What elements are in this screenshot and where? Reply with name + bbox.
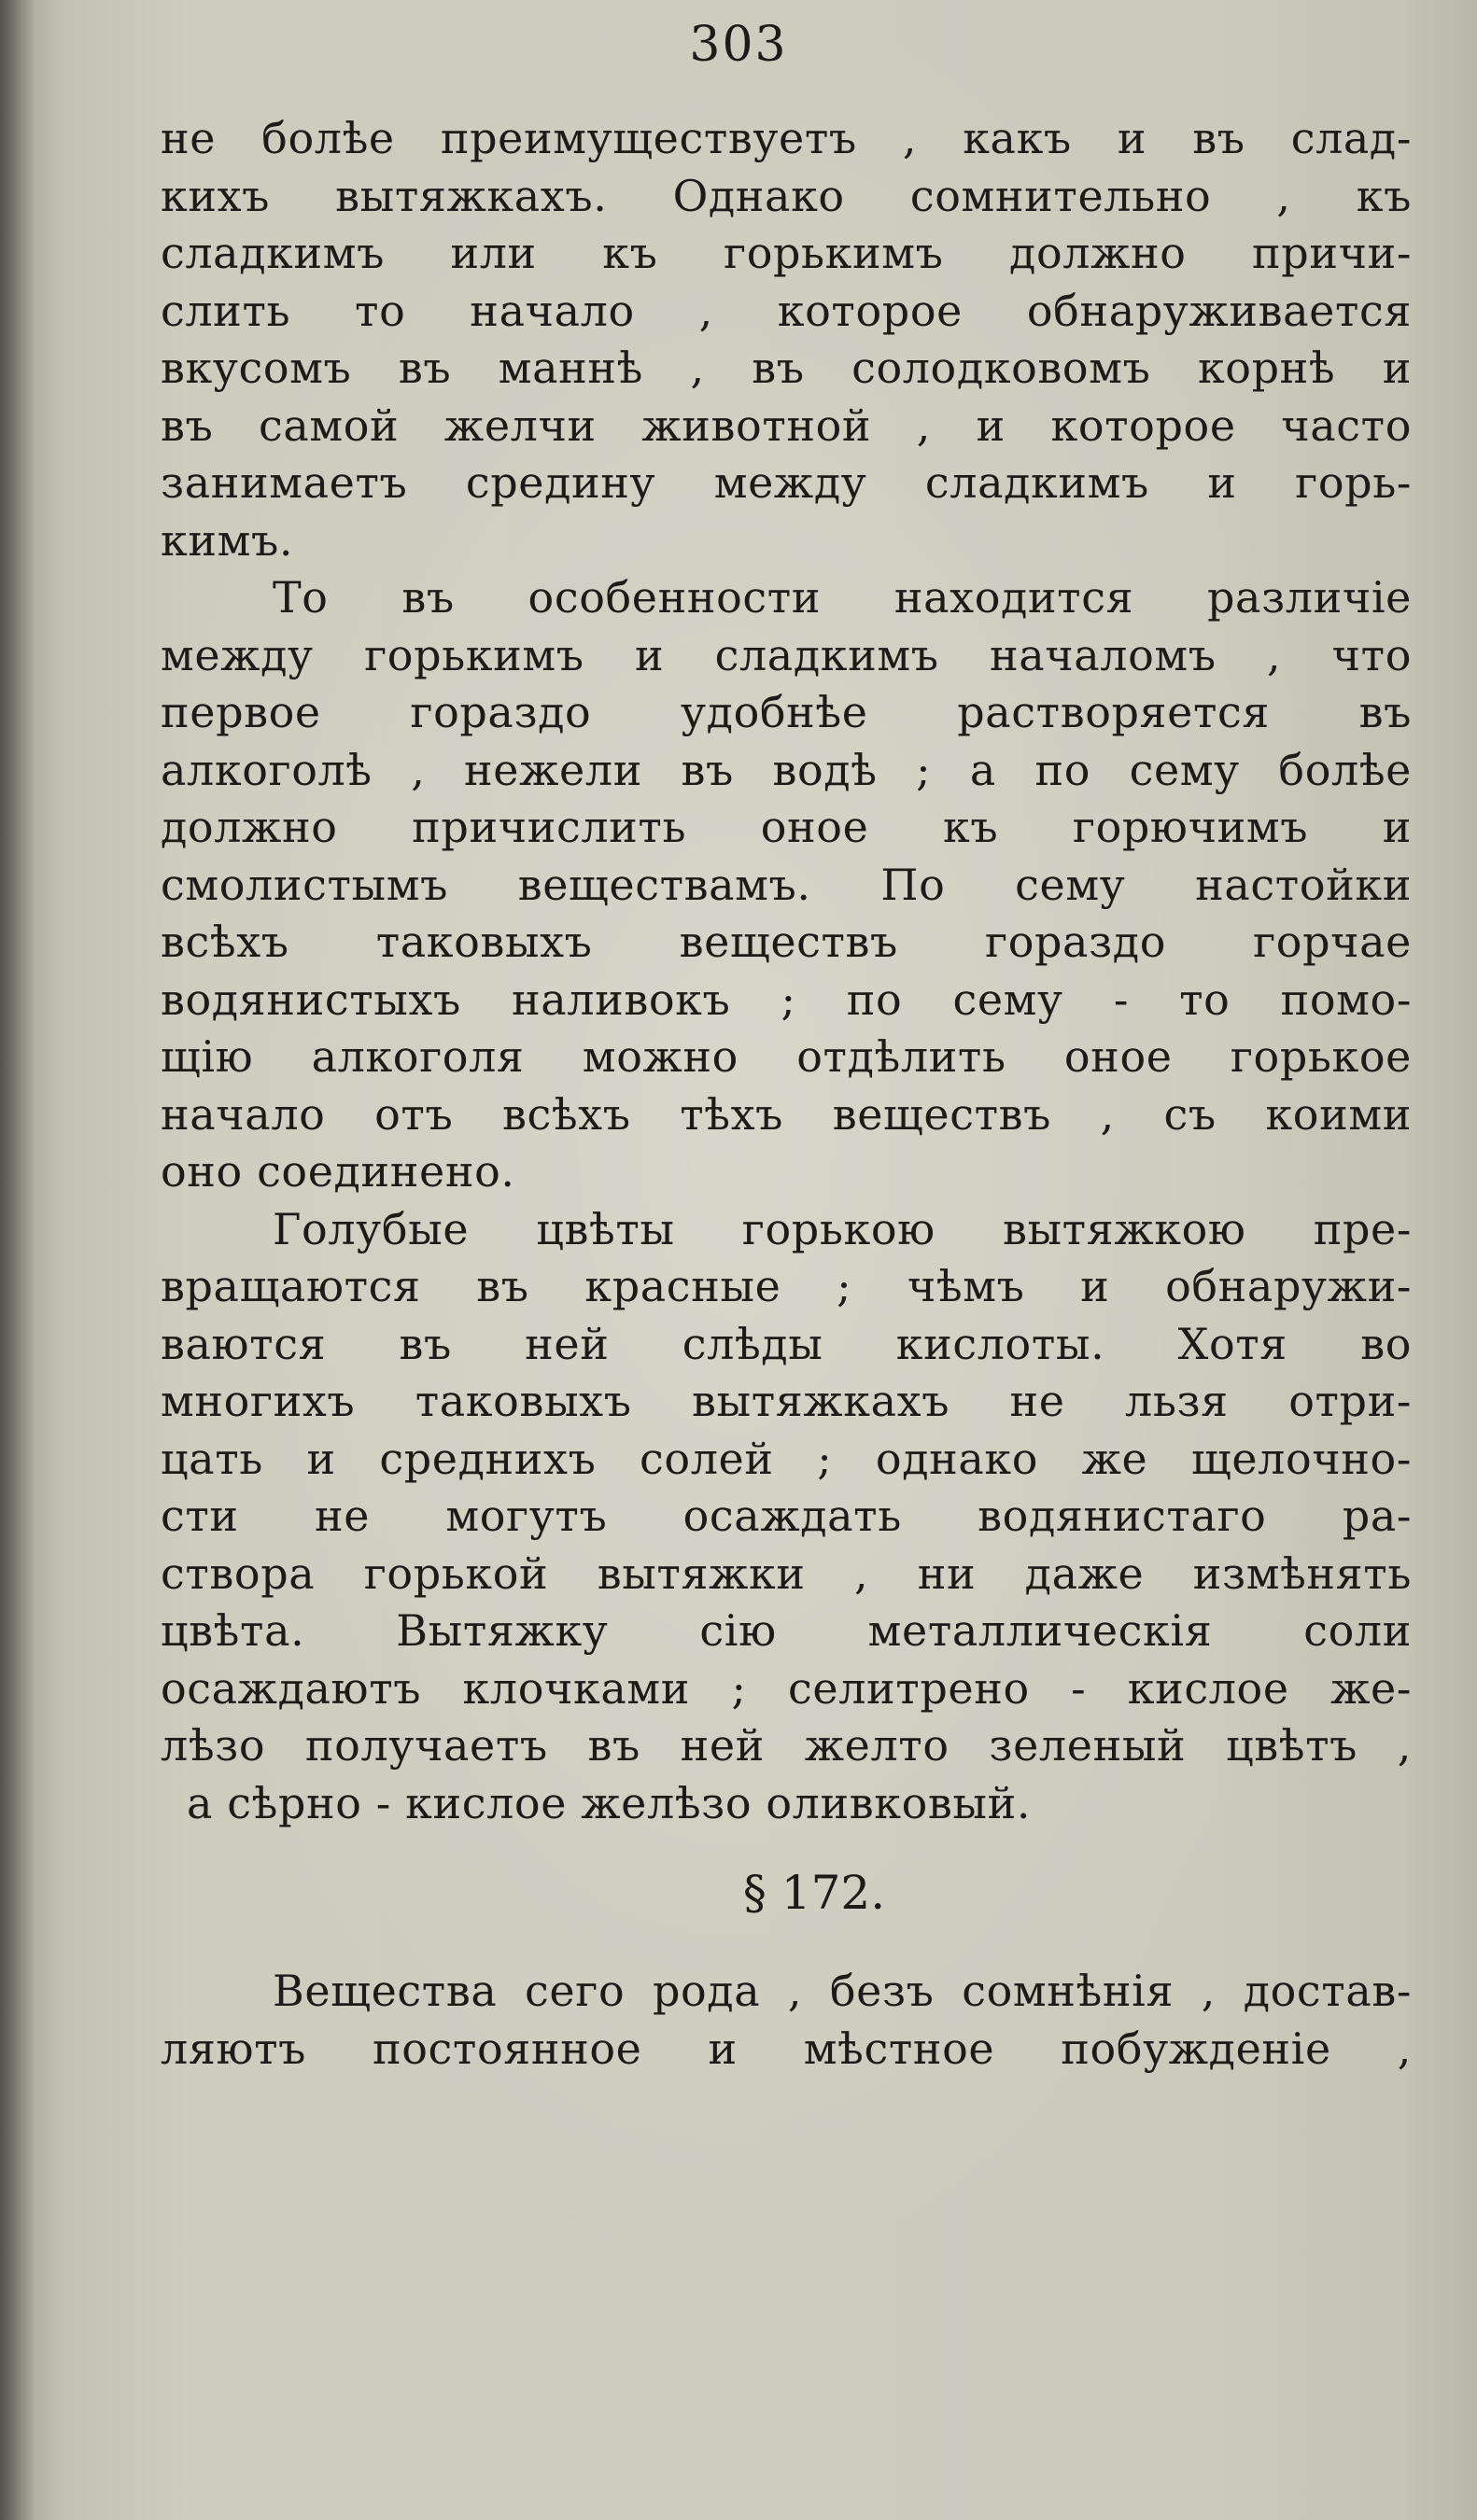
binding-shadow xyxy=(0,0,35,2520)
text-line: начало отъ всѣхъ тѣхъ веществъ , съ коими xyxy=(161,1088,1412,1140)
text-line: смолистымъ веществамъ. По сему настойки xyxy=(161,859,1412,910)
text-line: слить то начало , которое обнаруживается xyxy=(161,285,1412,336)
text-line: То въ особенности находится различіе xyxy=(273,572,1412,623)
text-line: оно соединено. xyxy=(161,1146,515,1197)
text-line: цвѣта. Вытяжку сію металлическія соли xyxy=(161,1605,1412,1656)
text-body xyxy=(161,110,1412,2078)
section-heading: § 172. xyxy=(742,1866,886,1920)
text-line: алкоголѣ , нежели въ водѣ ; а по сему болѣе xyxy=(161,744,1412,795)
paragraph xyxy=(161,1963,1412,2078)
text-line: Голубые цвѣты горькою вытяжкою пре- xyxy=(273,1203,1412,1254)
paragraph xyxy=(161,569,1412,1201)
text-line: ваются въ ней слѣды кислоты. Хотя во xyxy=(161,1318,1412,1369)
text-line: сти не могутъ осаждать водянистаго ра- xyxy=(161,1491,1412,1541)
text-line: всѣхъ таковыхъ веществъ гораздо горчае xyxy=(161,917,1412,967)
text-line: первое гораздо удобнѣе растворяется въ xyxy=(161,687,1412,737)
text-line: осаждаютъ клочками ; селитрено - кислое же- xyxy=(161,1662,1412,1714)
text-line: лѣзо получаетъ въ ней желто зеленый цвѣтъ , xyxy=(161,1720,1412,1771)
text-line: цать и среднихъ солей ; однако же щелочно- xyxy=(161,1433,1412,1484)
paragraph xyxy=(161,110,1412,569)
text-line: многихъ таковыхъ вытяжкахъ не льзя отри- xyxy=(161,1376,1412,1426)
text-line: вращаются въ красные ; чѣмъ и обнаружи- xyxy=(161,1261,1412,1311)
text-line: водянистыхъ наливокъ ; по сему - то помо- xyxy=(161,973,1412,1025)
text-line: занимаетъ средину между сладкимъ и горь- xyxy=(161,457,1412,508)
text-line: сладкимъ или къ горькимъ должно причи- xyxy=(161,228,1412,278)
text-line: а сѣрно - кислое желѣзо оливковый. xyxy=(187,1777,1032,1828)
page-number: 303 xyxy=(689,17,788,73)
text-line: ляютъ постоянное и мѣстное побужденіе , xyxy=(161,2023,1412,2074)
text-line: створа горькой вытяжки , ни даже измѣнять xyxy=(161,1547,1412,1599)
paragraph xyxy=(161,1201,1412,1833)
text-line: щію алкоголя можно отдѣлить оное горькое xyxy=(161,1031,1412,1082)
text-line: между горькимъ и сладкимъ началомъ , что xyxy=(161,629,1412,680)
text-line: не болѣе преимуществуетъ , какъ и въ слад- xyxy=(161,113,1412,163)
text-line: въ самой желчи животной , и которое часто xyxy=(161,399,1412,451)
text-line: кихъ вытяжкахъ. Однако сомнительно , къ xyxy=(161,170,1412,221)
text-line: должно причислить оное къ горючимъ и xyxy=(161,802,1412,852)
text-line: вкусомъ въ маннѣ , въ солодковомъ корнѣ и xyxy=(161,343,1412,393)
text-line: кимъ. xyxy=(161,514,294,566)
text-line: Вещества сего рода , безъ сомнѣнія , достав- xyxy=(273,1966,1412,2016)
